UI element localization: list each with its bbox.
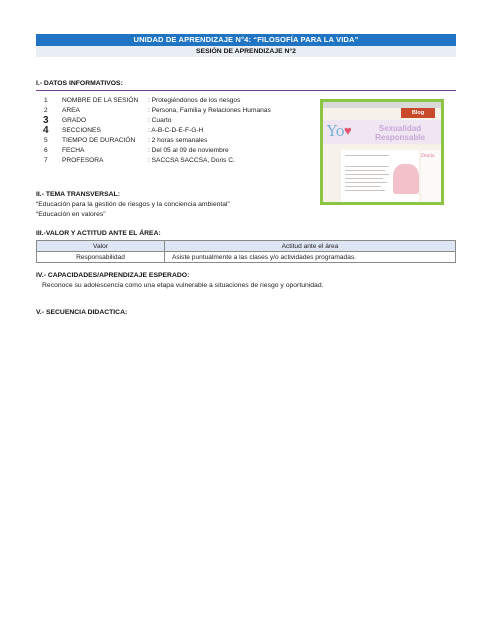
blog-page-preview [323,102,441,202]
info-num: 6 [44,147,48,154]
secuencia-heading: V.- SECUENCIA DIDACTICA: [36,309,128,316]
blog-screenshot-image [320,99,444,205]
tema-heading: II.- TEMA TRANSVERSAL: [36,191,120,198]
info-value: : Cuarto [148,117,172,124]
info-value: : 2 horas semanales [148,137,208,144]
col-actitud-header: Actitud ante el área [165,241,456,252]
col-valor-header: Valor [37,241,165,252]
info-label: SECCIONES [62,127,101,134]
info-value: : Persona, Familia y Relaciones Humanas [148,107,271,114]
info-row [40,106,310,116]
info-row [40,146,310,156]
blog-tab: Blog [401,108,435,118]
blog-illustration [393,164,419,194]
tema-line-2: “Educación en valores” [36,211,106,218]
blog-side-title: Doris [421,153,435,159]
info-value: : SACCSA SACCSA, Doris C. [148,157,235,164]
blog-text-line [345,178,383,179]
info-row [40,116,310,126]
session-title: SESIÓN DE APRENDIZAJE N°2 [36,46,456,57]
info-value: : A-B-C-D-E-F-G-H [148,127,204,134]
info-label: TIEMPO DE DURACIÓN [62,137,136,144]
info-value: : Del 05 al 09 de noviembre [148,147,229,154]
blog-brand [363,124,437,142]
info-label: FECHA [62,147,85,154]
info-label: NOMBRE DE LA SESIÓN [62,97,139,104]
info-list [40,96,310,166]
info-label: GRADO [62,117,87,124]
cell-valor: Responsabilidad [37,252,165,263]
valor-heading: III.-VALOR Y ACTITUD ANTE EL ÁREA: [36,230,161,237]
info-value: : Protegiéndonos de los riesgos [148,97,241,104]
capacidades-heading: IV.- CAPACIDADES/APRENDIZAJE ESPERADO: [36,272,190,279]
blog-brand-line1: Sexualidad [378,124,422,133]
blog-text-line [345,170,385,171]
info-row [40,126,310,136]
blog-text-line [345,186,381,187]
unit-title: UNIDAD DE APRENDIZAJE N°4: “FILOSOFÍA PARA LA VIDA” [36,34,456,46]
info-label: AREA [62,107,80,114]
datos-heading: I.- DATOS INFORMATIVOS: [36,80,123,87]
cell-actitud: Asiste puntualmente a las clases y/o actividades programadas. [165,252,456,263]
table-row [37,252,456,263]
blog-yo-text: Yo [327,122,345,140]
info-num: 2 [44,107,48,114]
blog-brand-line2: Responsable [375,133,425,142]
valor-table [36,240,456,263]
info-row [40,96,310,106]
datos-rule [36,90,456,91]
blog-text-line [345,155,389,156]
info-num: 1 [44,97,48,104]
blog-text-line [345,182,387,183]
tema-line-1: “Educación para la gestión de riesgos y la conciencia ambiental” [36,201,230,208]
capacidades-text: Reconoce su adolescencia como una etapa vulnerable a situaciones de riesgo y oportunidad. [42,282,324,289]
info-num: 3 [43,115,49,126]
blog-text-line [345,166,389,167]
blog-text-line [345,190,385,191]
info-label: PROFESORA [62,157,104,164]
blog-text-line [345,174,389,175]
info-row [40,136,310,146]
table-header-row [37,241,456,252]
info-num: 4 [43,125,49,136]
info-num: 5 [44,137,48,144]
info-row [40,156,310,166]
info-num: 7 [44,157,48,164]
heart-icon: ♥ [344,123,352,138]
